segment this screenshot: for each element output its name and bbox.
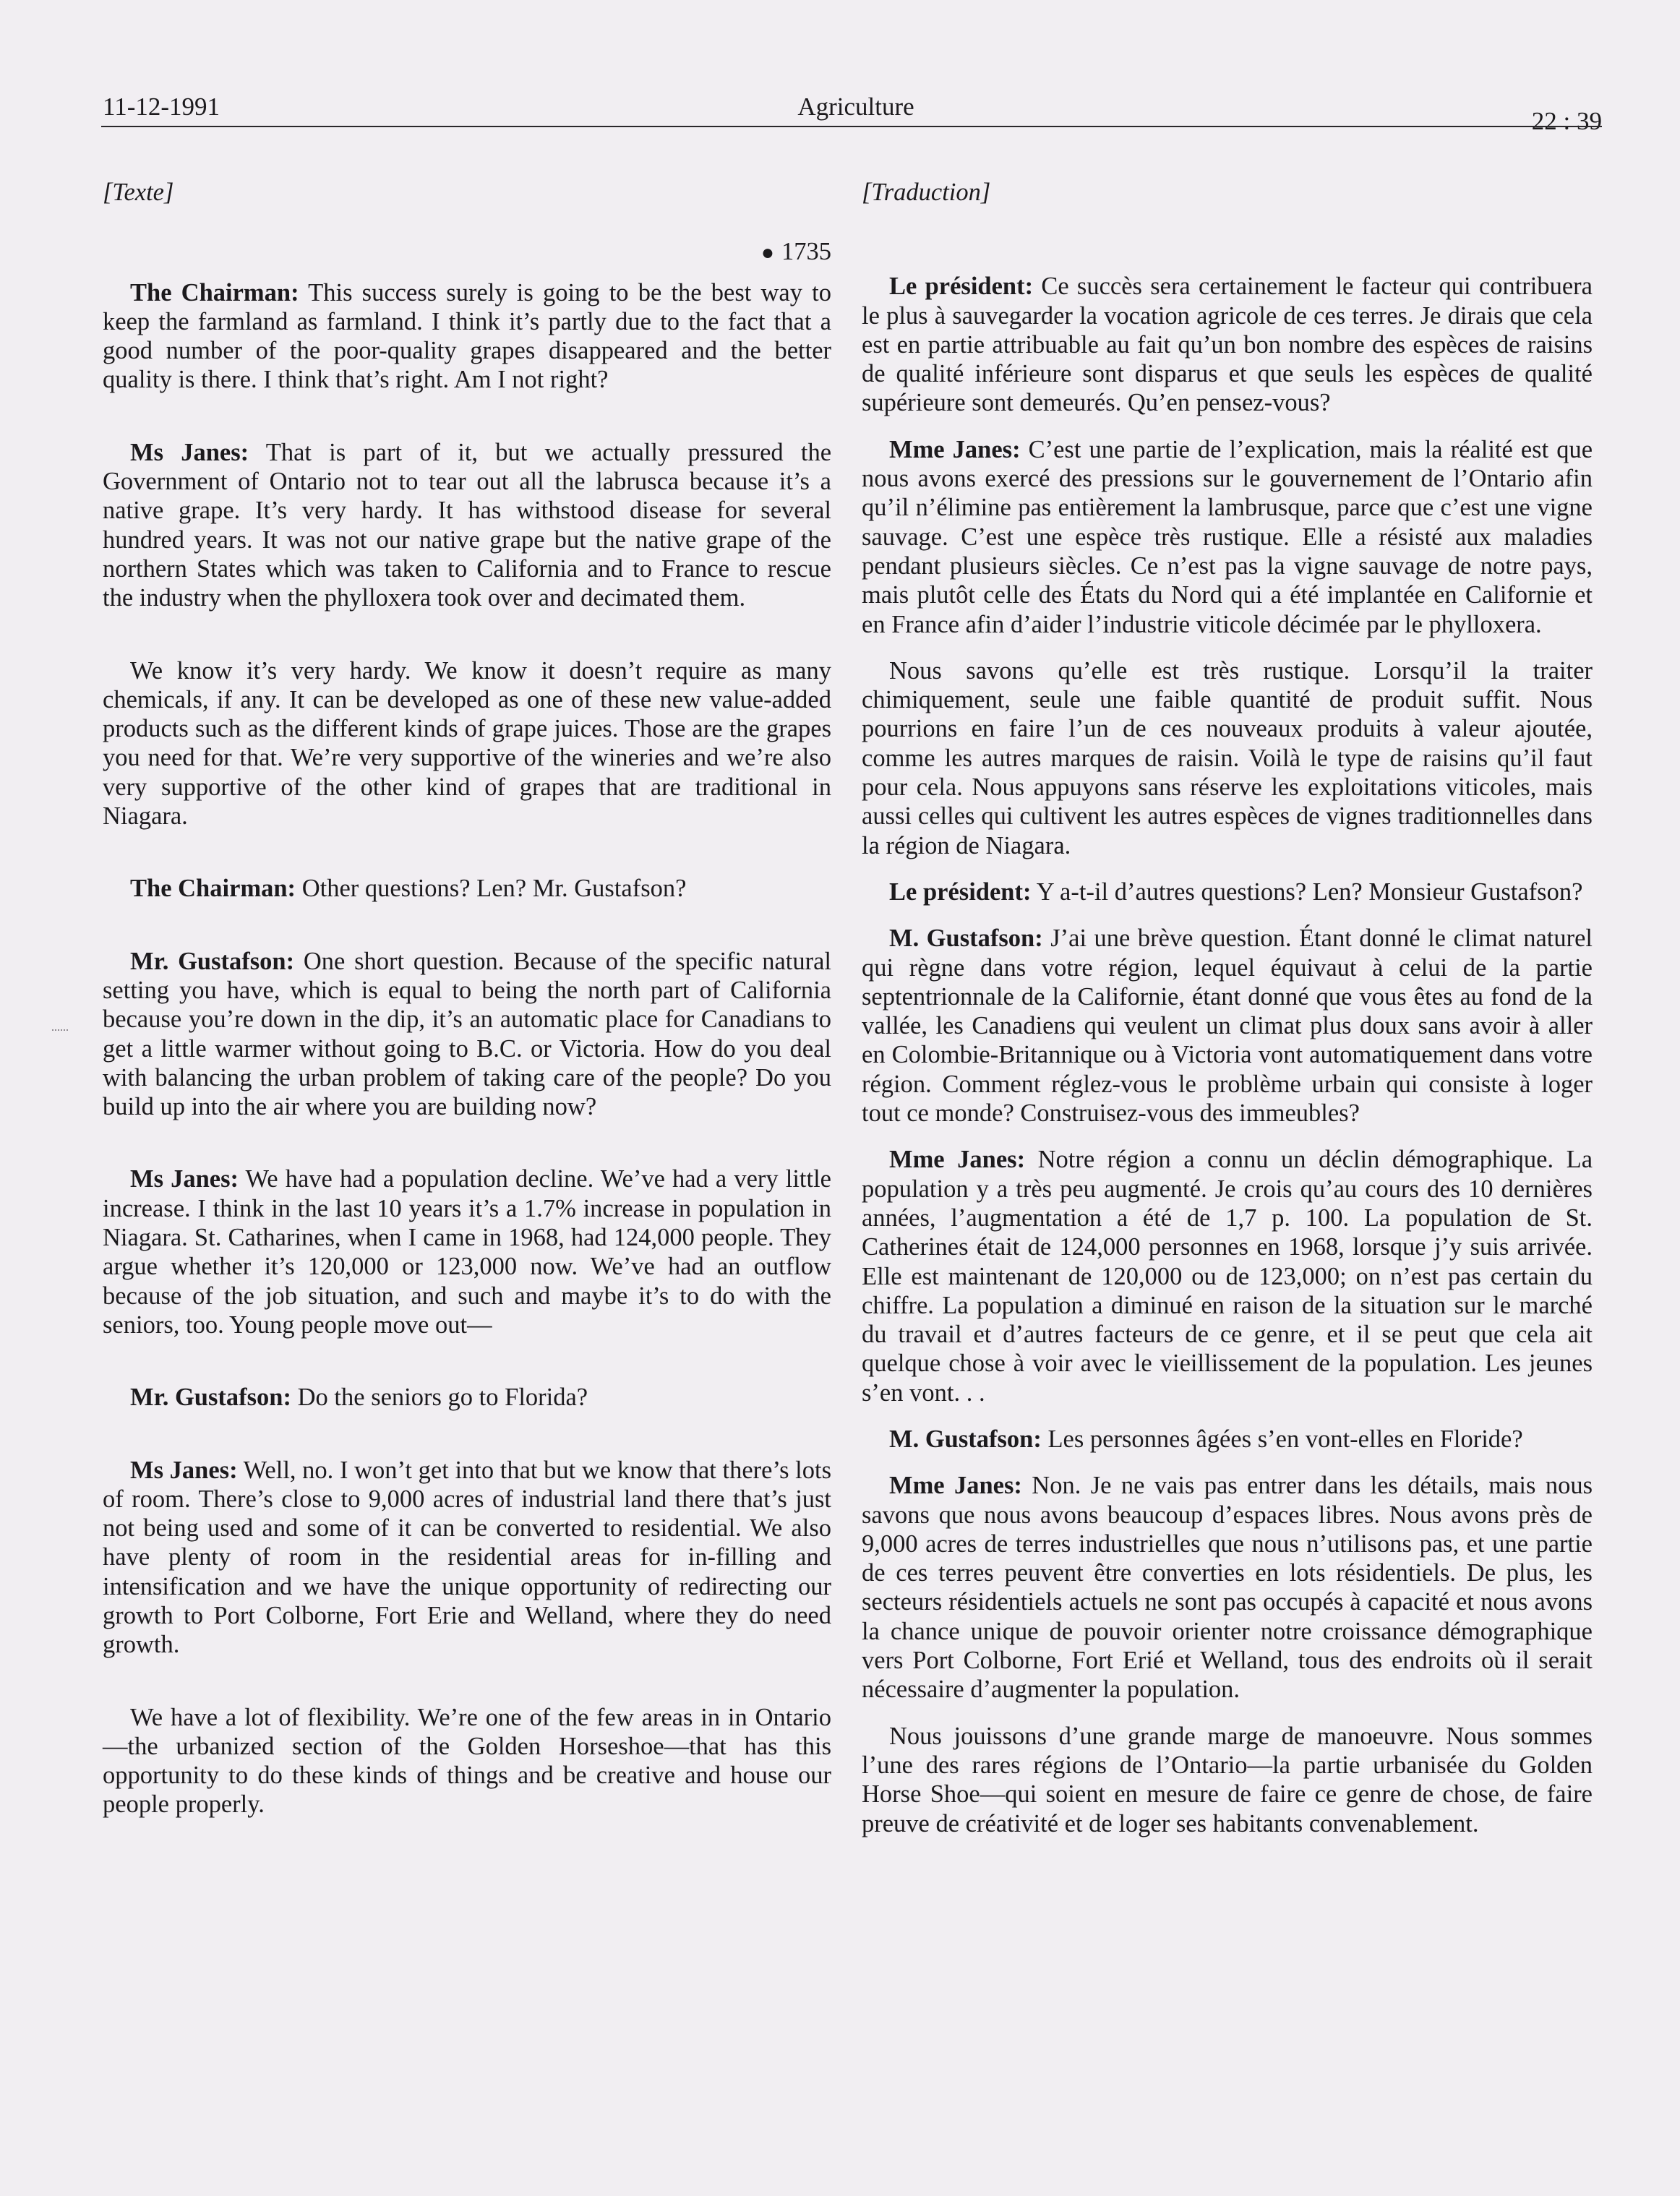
paragraph-text: We have had a population decline. We’ve had a very little increase. I think in the last 10 years it’s a 1.7% increase in population in Niagara. St. Catharines, when I came in 1968, had 124,000 people. They argue whether it’s 120,000 or 123,000 now. We’ve had an outflow because of the job situation, and such and maybe it’s to do with the seniors, too. Young people move out— [103, 1165, 831, 1339]
bullet-icon: ● [760, 241, 774, 265]
header-rule [101, 126, 1602, 127]
speaker-name: The Chairman: [130, 875, 296, 903]
speaker-name: Ms Janes: [130, 438, 249, 466]
paragraph-text: Nous jouissons d’une grande marge de manoeuvre. Nous sommes l’une des rares régions de l’Ontario—la partie urbanisée du Golden Horse Shoe—qui soient en mesure de faire ce genre de chose, de faire preuve de créativité et de loger ses habitants convenablement. [862, 1722, 1593, 1837]
paragraph-text: Non. Je ne vais pas entrer dans les détails, mais nous savons que nous avons beaucoup d’espaces libres. Nous avons près de 9,000 acres de terres industrielles que nous n’utilisons pas, et une partie de ces terres peuvent être converties en lots résidentiels. De plus, les secteurs résidentiels actuels ne sont pas occupés à capacité et nous avons la chance unique de pouvoir orienter notre croissance démographique vers Port Colborne, Fort Erié et Welland, tous des endroits où il serait nécessaire d’augmenter la population. [862, 1472, 1593, 1704]
paragraph-text: Ce succès sera certainement le facteur qui contribuera le plus à sauvegarder la vocation agricole de ces terres. Je dirais que cela est en partie attribuable au fait qu’un bon nombre des espèces de raisins de qualité inférieure sont disparus et que seuls les espèces de qualité supérieure sont demeurés. Qu’en pensez-vous? [862, 273, 1593, 417]
header-page-number: 22 : 39 [1531, 107, 1602, 135]
paragraph-text: J’ai une brève question. Étant donné le climat naturel qui règne dans votre région, lequel équivaut à celui de la partie septentrionnale de la Californie, étant donné que vous êtes au fond de la vallée, les Canadiens qui veulent un climat plus doux sans avoir à aller en Colombie-Britannique ou à Victoria vont automatiquement dans votre région. Comment réglez-vous le problème urbain qui consiste à loger tout ce monde? Construisez-vous des immeubles? [862, 925, 1593, 1128]
english-paragraph [103, 278, 831, 395]
paragraph-text: One short question. Because of the specific natural setting you have, which is equal to being the north part of California because you’re down in the dip, it’s an automatic place for Canadians to get a little warmer without going to B.C. or Victoria. How do you deal with balancing the urban problem of taking care of the people? Do you build up into the air where you are building now? [103, 947, 831, 1121]
paragraph-text: C’est une partie de l’explication, mais la réalité est que nous avons exercé des pressions sur le gouvernement de l’Ontario afin qu’il n’élimine pas entièrement la lambrusque, parce que c’est une vigne sauvage. C’est une espèce très rustique. Elle a résisté aux maladies pendant plusieurs siècles. Ce n’est pas la vigne sauvage de notre pays, mais plutôt celle des États du Nord qui a été implantée en Californie et en France afin d’aider l’industrie viticole décimée par le phylloxera. [862, 435, 1593, 638]
paragraph-text: Other questions? Len? Mr. Gustafson? [296, 875, 687, 903]
french-paragraph [862, 1145, 1593, 1407]
english-column [103, 178, 831, 1863]
english-paragraph [103, 947, 831, 1122]
header-date: 11-12-1991 [103, 93, 220, 121]
french-paragraph [862, 1722, 1593, 1838]
french-paragraph [862, 272, 1593, 417]
margin-mark [52, 1029, 68, 1031]
paragraph-text: This success surely is going to be the best way to keep the farmland as farmland. I think it’s partly due to the fact that a good number of the poor-quality grapes disappeared and the better quality is there. I think that’s right. Am I not right? [103, 278, 831, 394]
english-paragraph [103, 656, 831, 831]
french-column-label: [Traduction] [862, 179, 991, 206]
speaker-name: Mr. Gustafson: [130, 947, 295, 975]
paragraph-text: Y a-t-il d’autres questions? Len? Monsieur Gustafson? [1031, 878, 1583, 906]
paragraph-text: We know it’s very hardy. We know it doesn’t require as many chemicals, if any. It can be developed as one of these new value-added products such as the different kinds of grape juices. Those are the grapes you need for that. We’re very supportive of the wineries and we’re also very supportive of the other kind of grapes that are traditional in Niagara. [103, 656, 831, 831]
french-paragraph [862, 1425, 1593, 1454]
speaker-name: M. Gustafson: [889, 1425, 1042, 1453]
header-title: Agriculture [797, 93, 914, 121]
time-marker-value: 1735 [781, 238, 831, 266]
speaker-name: Ms Janes: [130, 1456, 238, 1484]
speaker-name: The Chairman: [130, 278, 299, 306]
english-column-label: [Texte] [103, 179, 174, 206]
paragraph-text: That is part of it, but we actually pressured the Government of Ontario not to tear out all the labrusca because it’s a native grape. It’s very hardy. It has withstood disease for several hundred years. It was not our native grape but the native grape of the northern States which was taken to California and to France to rescue the industry when the phylloxera took over and decimated them. [103, 438, 832, 612]
french-paragraph [862, 1471, 1593, 1704]
french-paragraph [862, 924, 1593, 1128]
speaker-name: Le président: [889, 878, 1032, 906]
speaker-name: Ms Janes: [130, 1165, 239, 1193]
french-paragraph [862, 878, 1593, 906]
french-paragraph [862, 656, 1593, 860]
french-paragraph [862, 435, 1593, 639]
paragraph-text: Well, no. I won’t get into that but we know that there’s lots of room. There’s close to 9,000 acres of industrial land there that’s just not being used and some of it can be converted to residential. We also have plenty of room in the residential areas for in-filling and intensification and we have the unique opportunity of redirecting our growth to Port Colborne, Fort Erie and Welland, where they do need growth. [103, 1456, 832, 1659]
paragraph-text: We have a lot of flexibility. We’re one of the few areas in in Ontario—the urbanized section of the Golden Horseshoe—that has this opportunity to do these kinds of things and be creative and house our people properly. [103, 1703, 831, 1819]
speaker-name: M. Gustafson: [889, 925, 1043, 953]
english-paragraph [103, 438, 831, 613]
english-paragraph [103, 1165, 831, 1339]
english-paragraph [103, 1383, 831, 1412]
time-marker [103, 237, 831, 267]
english-paragraph [103, 1703, 831, 1819]
speaker-name: Mr. Gustafson: [130, 1384, 291, 1412]
speaker-name: Mme Janes: [889, 435, 1021, 463]
speaker-name: Mme Janes: [889, 1146, 1026, 1174]
paragraph-text: Les personnes âgées s’en vont-elles en Floride? [1041, 1425, 1523, 1453]
speaker-name: Le président: [889, 273, 1034, 301]
english-paragraph [103, 1456, 831, 1660]
french-column [862, 178, 1593, 1856]
paragraph-text: Do the seniors go to Florida? [291, 1384, 588, 1412]
paragraph-text: Nous savons qu’elle est très rustique. Lorsqu’il la traiter chimiquement, seule une faible quantité de produit suffit. Nous pourrions en faire l’un de ces nouveaux produits à valeur ajoutée, comme les autres marques de raisin. Voilà le type de raisins qu’il faut pour cela. Nous appuyons sans réserve les exploitations viticoles, mais aussi celles qui cultivent les autres espèces de vignes traditionnelles dans la région de Niagara. [862, 656, 1593, 859]
paragraph-text: Notre région a connu un déclin démographique. La population y a très peu augmenté. Je crois qu’au cours des 10 dernières années, l’augmentation a été de 1,7 p. 100. La population de St. Catherines était de 124,000 personnes en 1968, lorsque j’y suis arrivée. Elle est maintenant de 120,000 ou de 123,000; on n’est pas certain du chiffre. La population a diminué en raison de la situation sur le marché du travail et d’autres facteurs de ce genre, et il se peut que cela ait quelque chose à voir avec le vieillissement de la population. Les jeunes s’en vont. . . [862, 1146, 1593, 1407]
speaker-name: Mme Janes: [889, 1472, 1022, 1500]
english-paragraph [103, 874, 831, 903]
